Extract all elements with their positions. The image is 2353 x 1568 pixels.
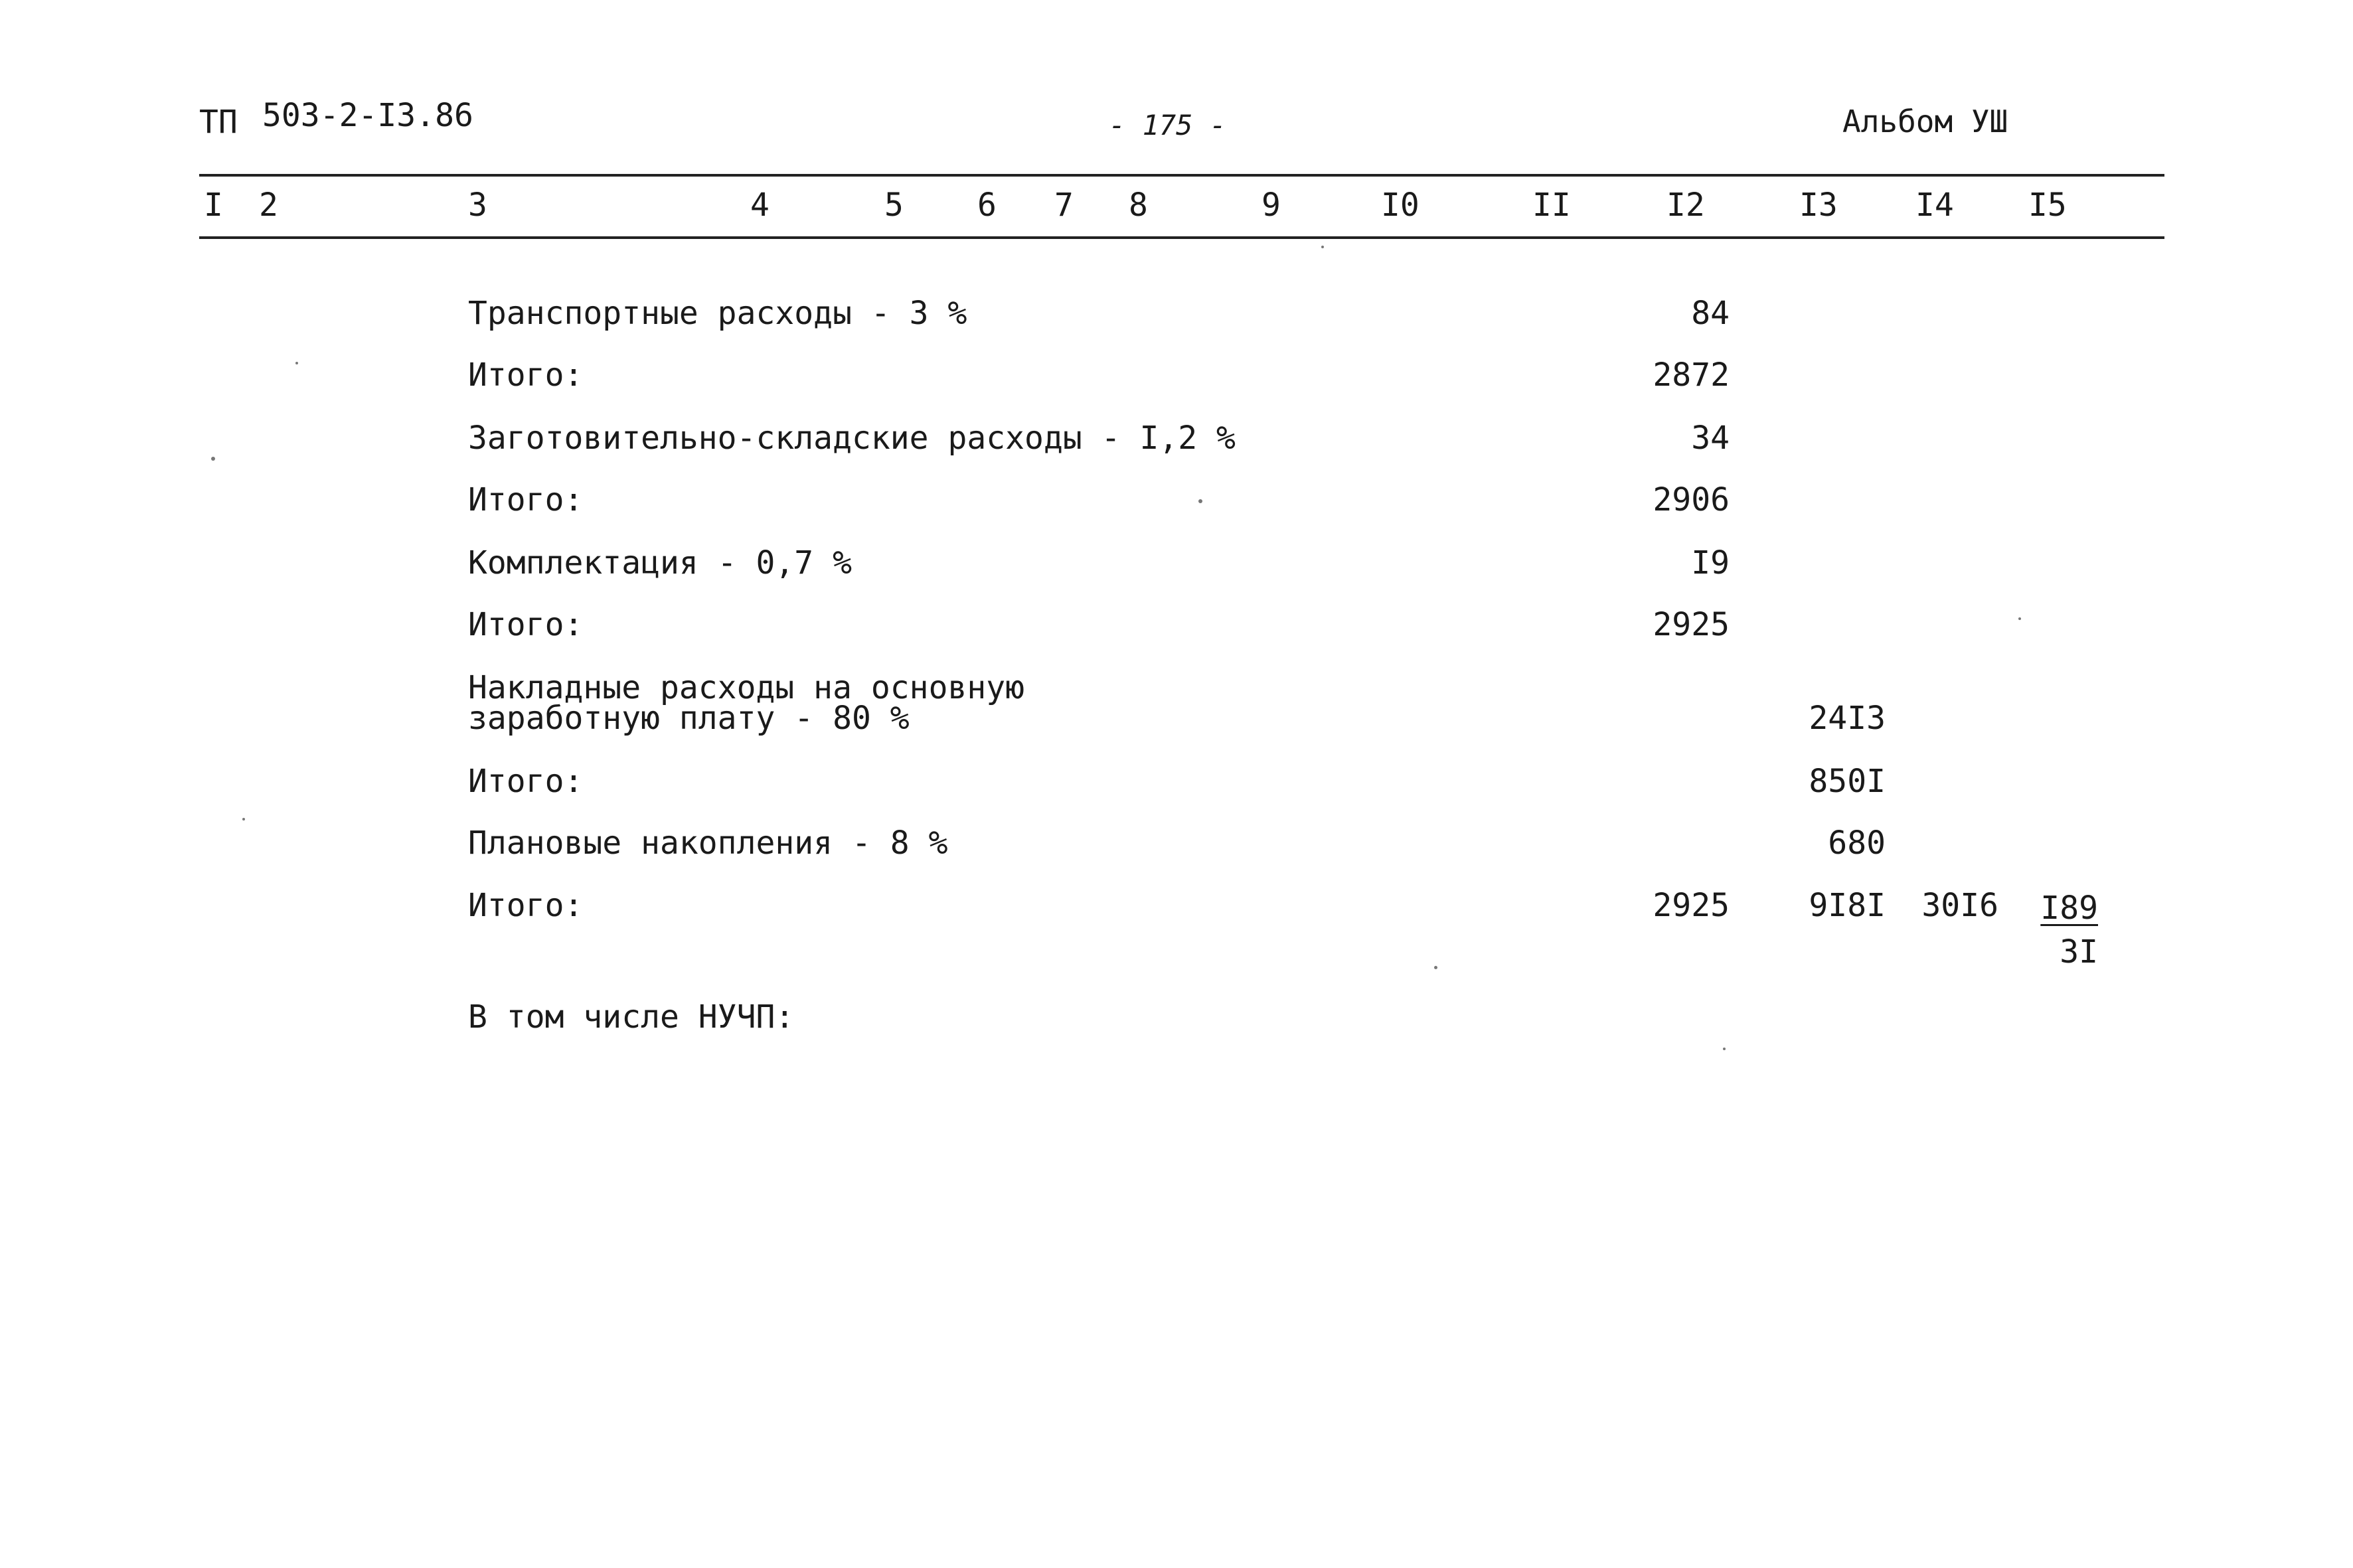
page-number: - 175 - bbox=[1109, 109, 1227, 141]
column-number: I4 bbox=[1915, 187, 1954, 224]
cell-col13: 850I bbox=[1809, 763, 1886, 800]
header-bottom-rule bbox=[199, 236, 2164, 239]
footer-note: В том числе НУЧП: bbox=[468, 998, 795, 1036]
header-top-rule bbox=[199, 174, 2164, 177]
scan-speck bbox=[1434, 966, 1437, 969]
scan-speck bbox=[1198, 499, 1202, 503]
row-label: заработную плату - 80 % bbox=[468, 700, 910, 737]
scan-speck bbox=[295, 362, 298, 364]
row-label: Итого: bbox=[468, 481, 584, 518]
cell-col12: 84 bbox=[1691, 295, 1730, 332]
row-label: Плановые накопления - 8 % bbox=[468, 824, 948, 862]
fraction-denominator: 3I bbox=[2060, 933, 2098, 971]
column-number: 5 bbox=[884, 187, 904, 224]
column-number: 7 bbox=[1054, 187, 1074, 224]
cell-col13: 680 bbox=[1828, 824, 1886, 862]
row-label: Комплектация - 0,7 % bbox=[468, 544, 852, 582]
cell-col12: 2872 bbox=[1653, 356, 1730, 394]
scan-speck bbox=[1723, 1048, 1726, 1050]
cell-col12: 2925 bbox=[1653, 887, 1730, 924]
fraction-numerator: I89 bbox=[2040, 890, 2098, 927]
cell-col12: 34 bbox=[1691, 420, 1730, 457]
row-label: Итого: bbox=[468, 606, 584, 643]
row-label: Транспортные расходы - 3 % bbox=[468, 295, 967, 332]
column-number: 6 bbox=[977, 187, 997, 224]
row-label: Заготовительно-складские расходы - I,2 % bbox=[468, 420, 1236, 457]
row-label: Накладные расходы на основную bbox=[468, 669, 1025, 706]
column-number: 3 bbox=[468, 187, 487, 224]
column-number: 8 bbox=[1129, 187, 1148, 224]
cell-col12: I9 bbox=[1691, 544, 1730, 582]
scan-speck bbox=[211, 457, 215, 461]
doc-prefix: ТП bbox=[199, 104, 238, 141]
column-number: I bbox=[204, 187, 223, 224]
album-label: Альбом УШ bbox=[1842, 104, 2008, 139]
column-number: I0 bbox=[1381, 187, 1420, 224]
cell-col13: 24I3 bbox=[1809, 700, 1886, 737]
scan-speck bbox=[2018, 617, 2021, 620]
scan-speck bbox=[242, 818, 245, 821]
column-number: I5 bbox=[2028, 187, 2067, 224]
cell-col15-fraction bbox=[2040, 890, 2098, 971]
column-number: 4 bbox=[750, 187, 770, 224]
row-label: Итого: bbox=[468, 763, 584, 800]
scan-speck bbox=[1321, 246, 1324, 248]
column-number: 2 bbox=[259, 187, 278, 224]
column-number: 9 bbox=[1261, 187, 1281, 224]
column-number: II bbox=[1532, 187, 1571, 224]
cell-col12: 2906 bbox=[1653, 481, 1730, 518]
column-number: I3 bbox=[1799, 187, 1838, 224]
doc-code: 503-2-I3.86 bbox=[262, 97, 473, 134]
row-label: Итого: bbox=[468, 356, 584, 394]
row-label: Итого: bbox=[468, 887, 584, 924]
cell-col13: 9I8I bbox=[1809, 887, 1886, 924]
column-number: I2 bbox=[1666, 187, 1705, 224]
cell-col14: 30I6 bbox=[1921, 887, 1998, 924]
cell-col12: 2925 bbox=[1653, 606, 1730, 643]
